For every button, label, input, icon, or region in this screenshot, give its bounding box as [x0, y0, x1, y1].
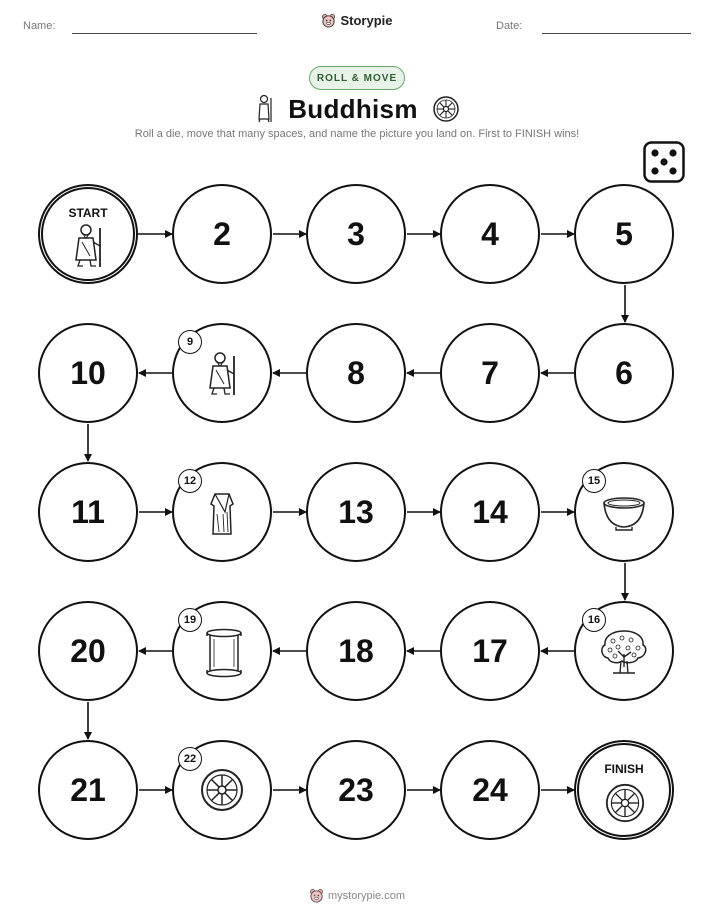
footer-url[interactable]: mystorypie.com — [327, 889, 406, 902]
space-23 — [306, 740, 406, 840]
space-number: 11 — [71, 493, 105, 530]
date-label: Date: — [496, 20, 523, 32]
space-3 — [306, 184, 406, 284]
space-number: 7 — [481, 354, 499, 391]
space-number: 21 — [70, 771, 106, 808]
storypie-logo-icon — [309, 888, 324, 903]
space-8 — [306, 323, 406, 423]
activity-badge: ROLL & MOVE — [309, 66, 405, 90]
space-2 — [172, 184, 272, 284]
name-label: Name: — [23, 20, 56, 32]
space-17 — [440, 601, 540, 701]
space-5 — [574, 184, 674, 284]
space-number: 17 — [472, 632, 508, 669]
space-number: 5 — [615, 215, 633, 252]
wheel-icon — [200, 768, 244, 812]
finish-label: FINISH — [604, 762, 644, 776]
space-number-tag: 12 — [178, 469, 202, 493]
space-10 — [38, 323, 138, 423]
robe-icon — [203, 490, 243, 538]
space-18 — [306, 601, 406, 701]
space-number: 13 — [338, 493, 374, 530]
space-13 — [306, 462, 406, 562]
space-number-tag: 16 — [582, 608, 606, 632]
scroll-icon — [202, 627, 246, 679]
space-number-tag: 19 — [178, 608, 202, 632]
brand-name: Storypie — [340, 13, 393, 28]
space-number: 2 — [213, 215, 231, 252]
space-number: 23 — [338, 771, 374, 808]
space-number: 24 — [472, 771, 508, 808]
space-finish — [574, 740, 674, 840]
space-number: 20 — [70, 632, 106, 669]
space-start — [38, 184, 138, 284]
monk-icon — [69, 222, 109, 270]
space-14 — [440, 462, 540, 562]
monk-icon — [203, 349, 243, 399]
space-number: 14 — [472, 493, 508, 530]
space-number: 3 — [347, 215, 365, 252]
space-7 — [440, 323, 540, 423]
tree-icon — [598, 627, 650, 677]
bowl-icon — [600, 496, 648, 532]
space-4 — [440, 184, 540, 284]
space-number: 8 — [347, 354, 365, 391]
space-21 — [38, 740, 138, 840]
space-24 — [440, 740, 540, 840]
space-11 — [38, 462, 138, 562]
wheel-icon — [605, 783, 645, 823]
space-20 — [38, 601, 138, 701]
space-number: 6 — [615, 354, 633, 391]
instructions: Roll a die, move that many spaces, and name the picture you land on. First to FINISH wins! — [134, 128, 580, 140]
space-number: 4 — [481, 215, 499, 252]
start-label: START — [68, 206, 108, 220]
space-number-tag: 15 — [582, 469, 606, 493]
space-number-tag: 22 — [178, 747, 202, 771]
space-6 — [574, 323, 674, 423]
page-title: Buddhism — [288, 93, 418, 124]
space-number: 18 — [338, 632, 374, 669]
space-number-tag: 9 — [178, 330, 202, 354]
space-number: 10 — [70, 354, 106, 391]
footer — [0, 888, 714, 903]
